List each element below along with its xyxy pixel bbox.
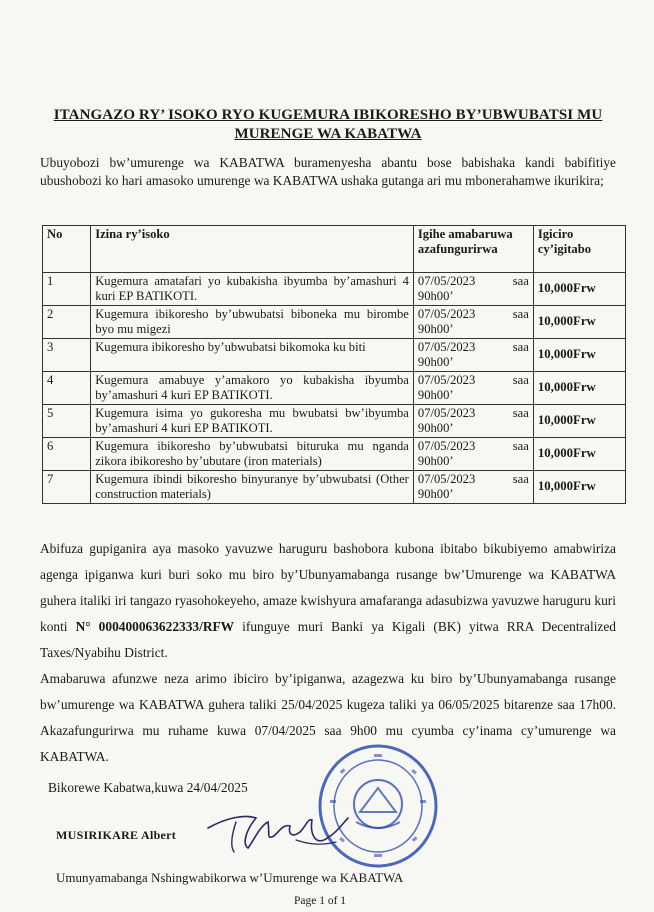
row-date-cell bbox=[413, 339, 533, 372]
header-no: No bbox=[43, 226, 91, 273]
row-name: Kugemura isima yo gukoresha mu bwubatsi bw’ibyumba by’amashuri 4 kuri EP BATIKOTI. bbox=[91, 405, 414, 438]
row-saa: saa bbox=[512, 274, 529, 288]
paragraph-application bbox=[40, 536, 616, 666]
row-date: 07/05/2023 bbox=[417, 373, 476, 387]
row-no: 2 bbox=[43, 306, 91, 339]
table-row bbox=[43, 438, 626, 471]
handwritten-signature bbox=[196, 800, 356, 860]
row-saa: saa bbox=[512, 340, 529, 354]
row-no: 5 bbox=[43, 405, 91, 438]
table-header-row bbox=[43, 226, 626, 273]
row-date-cell bbox=[413, 273, 533, 306]
table-row bbox=[43, 306, 626, 339]
row-name: Kugemura ibikoresho by’ubwubatsi bikomoka ku biti bbox=[91, 339, 414, 372]
row-saa: saa bbox=[512, 439, 529, 453]
row-price: 10,000Frw bbox=[533, 405, 625, 438]
row-no: 6 bbox=[43, 438, 91, 471]
row-date: 07/05/2023 bbox=[417, 340, 476, 354]
row-no: 3 bbox=[43, 339, 91, 372]
paragraph-application-part1: Abifuza gupiganira aya masoko yavuzwe haruguru bashobora kubona ibitabo bikubiyemo amabwiriza agenga ipiganwa kuri buri soko mu biro by’Ubunyamabanga rusange bw’Umurenge wa KABATWA guhera italiki iri tangazo ryasohokeyeho, amaze kwishyura amafaranga adasubizwa yavuzwe haruguru kuri konti bbox=[40, 541, 616, 634]
header-price: Igiciro cy’igitabo bbox=[533, 226, 625, 273]
signatory-name: MUSIRIKARE Albert bbox=[56, 828, 177, 842]
row-name: Kugemura ibikoresho by’ubwubatsi biboneka mu birombe byo mu migezi bbox=[91, 306, 414, 339]
row-saa: saa bbox=[512, 406, 529, 420]
row-time: 90h00’ bbox=[417, 421, 454, 435]
table-row bbox=[43, 471, 626, 504]
document-title: ITANGAZO RY’ ISOKO RYO KUGEMURA IBIKORESHO BY’UBWUBATSI MU MURENGE WA KABATWA bbox=[53, 107, 603, 142]
bank-account-number: N° 000400063622333/RFW bbox=[75, 619, 235, 634]
place-date: Bikorewe Kabatwa,kuwa 24/04/2025 bbox=[48, 780, 248, 795]
table-row bbox=[43, 339, 626, 372]
page-number: Page 1 of 1 bbox=[294, 895, 347, 907]
row-price: 10,000Frw bbox=[533, 339, 625, 372]
row-date-cell bbox=[413, 471, 533, 504]
row-no: 1 bbox=[43, 273, 91, 306]
row-date: 07/05/2023 bbox=[417, 439, 476, 453]
row-date-cell bbox=[413, 405, 533, 438]
row-name: Kugemura amatafari yo kubakisha ibyumba by’amashuri 4 kuri EP BATIKOTI. bbox=[91, 273, 414, 306]
paragraph-application-part2: ifunguye muri Banki ya Kigali (BK) yitwa RRA Decentralized Taxes/Nyabihu District. bbox=[40, 619, 617, 660]
paragraph-submission: Amabaruwa afunzwe neza arimo ibiciro by’ipiganwa, azagezwa ku biro by’Ubunyamabanga rusange bw’umurenge wa KABATWA guhera taliki 25/04/2025 kugeza taliki ya 06/05/2025 bitarenze saa 17h00. Akazafungurirwa mu ruhame kuwa 07/04/2025 saa 9h00 mu cyumba cy’inama cy’umurenge wa KABATWA. bbox=[40, 671, 616, 764]
row-name: Kugemura amabuye y’amakoro yo kubakisha ibyumba by’amashuri 4 kuri EP BATIKOTI. bbox=[91, 372, 414, 405]
row-no: 7 bbox=[43, 471, 91, 504]
table-row bbox=[43, 405, 626, 438]
tender-table bbox=[42, 225, 626, 504]
row-saa: saa bbox=[512, 373, 529, 387]
row-date-cell bbox=[413, 372, 533, 405]
row-time: 90h00’ bbox=[417, 388, 454, 402]
intro-paragraph: Ubuyobozi bw’umurenge wa KABATWA buramenyesha abantu bose babishaka kandi babifitiye ubushobozi ko hari amasoko umurenge wa KABATWA ushaka gutanga ari mu mbonerahamwe ikurikira; bbox=[40, 155, 616, 188]
row-date: 07/05/2023 bbox=[417, 274, 476, 288]
row-name: Kugemura ibindi bikoresho binyuranye by’ubwubatsi (Other construction materials) bbox=[91, 471, 414, 504]
signatory-role: Umunyamabanga Nshingwabikorwa w’Umurenge wa KABATWA bbox=[56, 870, 404, 885]
row-date-cell bbox=[413, 306, 533, 339]
table-row bbox=[43, 273, 626, 306]
row-no: 4 bbox=[43, 372, 91, 405]
row-time: 90h00’ bbox=[417, 487, 454, 501]
row-saa: saa bbox=[512, 472, 529, 486]
row-time: 90h00’ bbox=[417, 355, 454, 369]
body-text bbox=[40, 536, 616, 770]
row-price: 10,000Frw bbox=[533, 273, 625, 306]
row-price: 10,000Frw bbox=[533, 471, 625, 504]
row-date: 07/05/2023 bbox=[417, 472, 476, 486]
row-price: 10,000Frw bbox=[533, 372, 625, 405]
row-time: 90h00’ bbox=[417, 289, 454, 303]
table-row bbox=[43, 372, 626, 405]
row-date: 07/05/2023 bbox=[417, 406, 476, 420]
row-saa: saa bbox=[512, 307, 529, 321]
row-time: 90h00’ bbox=[417, 454, 454, 468]
row-date-cell bbox=[413, 438, 533, 471]
row-price: 10,000Frw bbox=[533, 306, 625, 339]
row-name: Kugemura ibikoresho by’ubwubatsi bituruka mu nganda zikora ibikoresho by’ubutare (iron materials) bbox=[91, 438, 414, 471]
row-price: 10,000Frw bbox=[533, 438, 625, 471]
row-time: 90h00’ bbox=[417, 322, 454, 336]
header-date: Igihe amabaruwa azafungurirwa bbox=[413, 226, 533, 273]
row-date: 07/05/2023 bbox=[417, 307, 476, 321]
header-name: Izina ry’isoko bbox=[91, 226, 414, 273]
